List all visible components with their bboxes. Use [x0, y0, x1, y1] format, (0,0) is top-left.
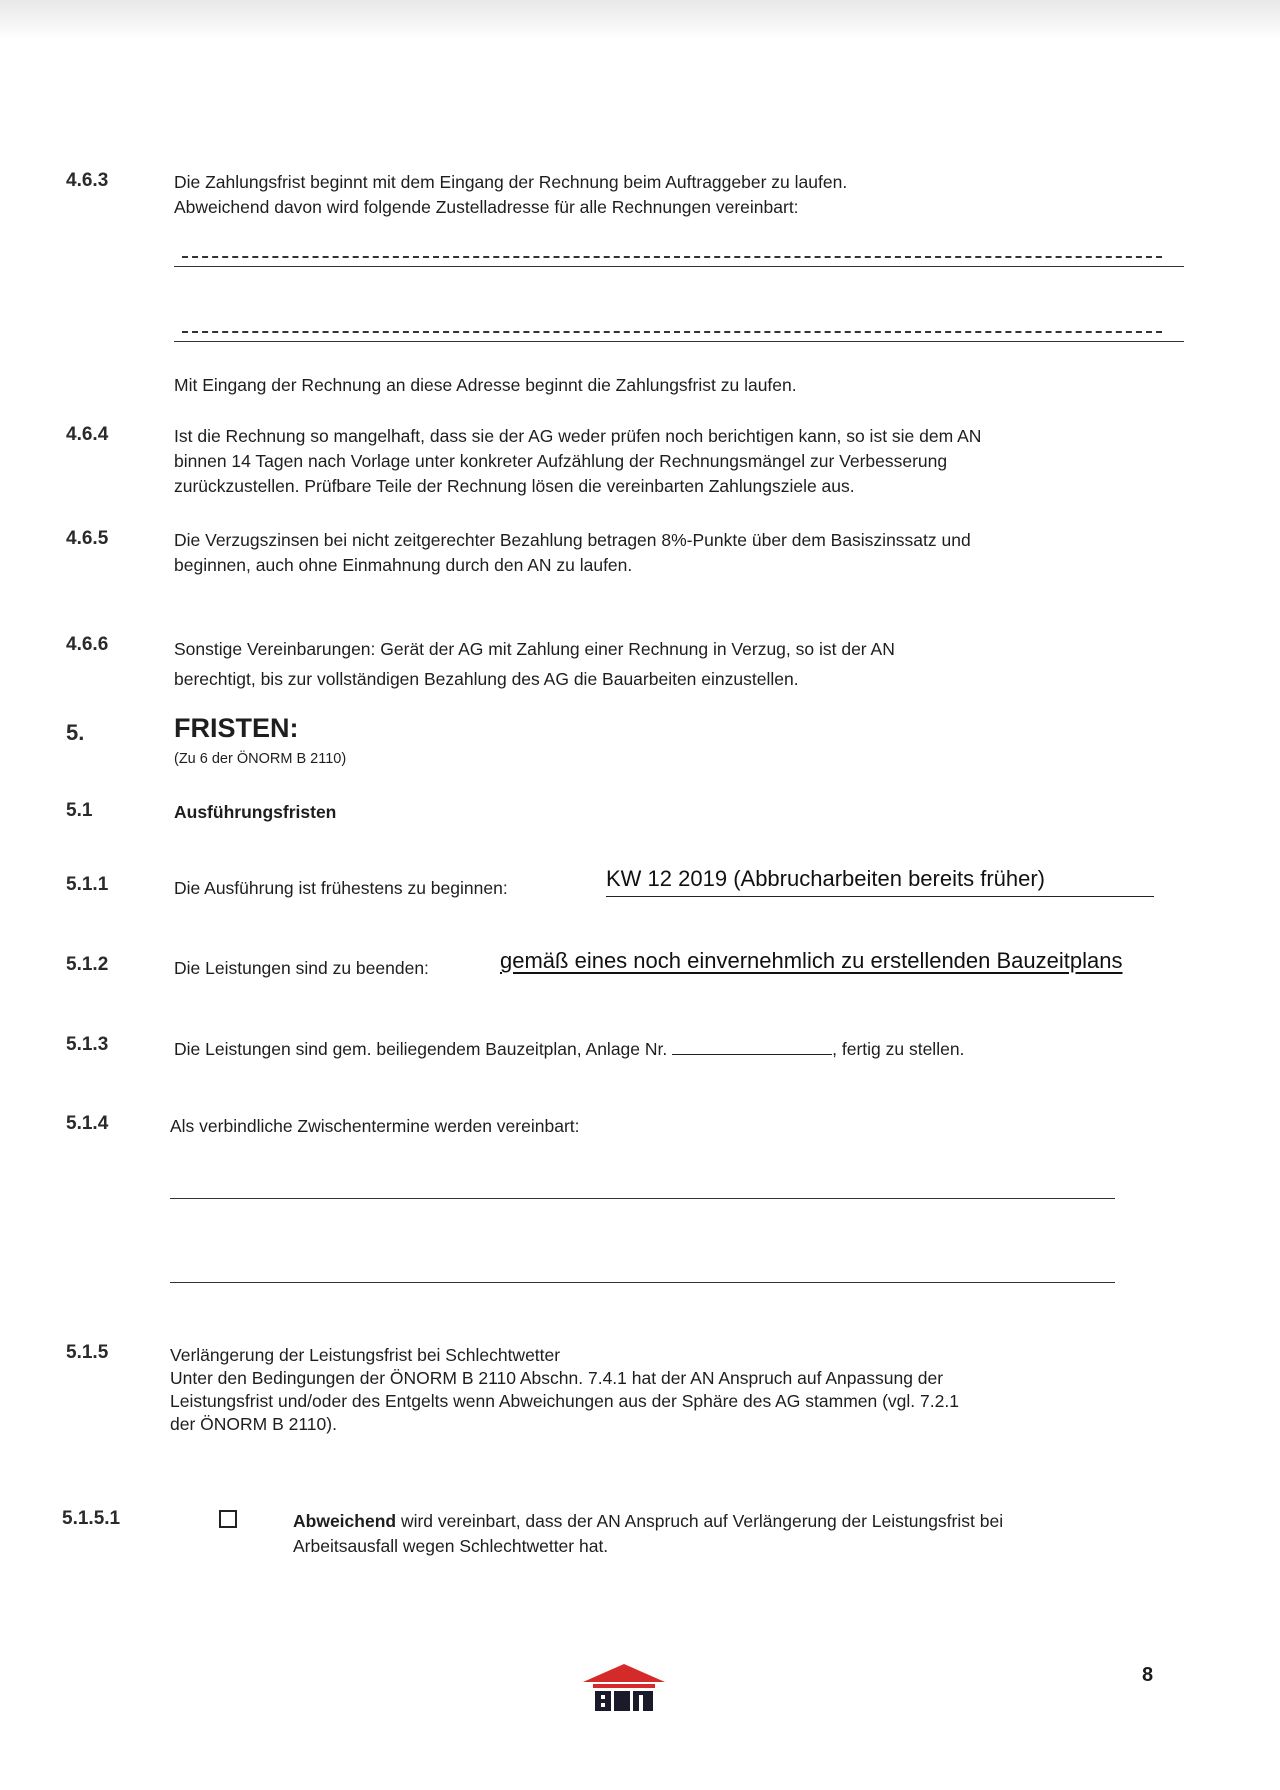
section-number-5-1-5: 5.1.5: [66, 1342, 109, 1363]
end-label: Die Leistungen sind zu beenden:: [174, 958, 429, 978]
end-date-field[interactable]: gemäß eines noch einvernehmlich zu erstellenden Bauzeitplans: [500, 948, 1123, 973]
section-text-4-6-6: Sonstige Vereinbarungen: Gerät der AG mit Zahlung einer Rechnung in Verzug, so ist der AN berechtigt, bis zur vollständigen Bezahlung des AG die Bauarbeiten einzustellen.: [174, 639, 895, 689]
section-number-5-1-2: 5.1.2: [66, 954, 109, 975]
interim-date-line-1[interactable]: [170, 1198, 1115, 1199]
interim-date-line-2[interactable]: [170, 1282, 1115, 1283]
section-number-4-6-4: 4.6.4: [66, 424, 109, 445]
scan-shadow: [0, 0, 1280, 40]
section-number-5-1-4: 5.1.4: [66, 1113, 109, 1134]
section-number-5: 5.: [66, 720, 85, 745]
attachment-number-field[interactable]: [672, 1036, 832, 1055]
section-text-4-6-4: Ist die Rechnung so mangelhaft, dass sie der AG weder prüfen noch berichtigen kann, so ist sie dem AN binnen 14 Tagen nach Vorlage unter konkreter Aufzählung der Rechnungsmängel zur Verbesserung zurückzustellen. Prüfbare Teile der Rechnung lösen die vereinbarten Zahlungsziele aus.: [174, 426, 982, 496]
address-field-line-1[interactable]: [174, 256, 1184, 270]
schlechtwetter-checkbox[interactable]: [219, 1510, 237, 1528]
bm-house-logo-icon: [581, 1662, 667, 1712]
section-text-5-1-1: [174, 876, 508, 901]
section-text-4-6-3-after: Mit Eingang der Rechnung an diese Adresse beginnt die Zahlungsfrist zu laufen.: [174, 375, 797, 395]
section-number-5-1-5-1: 5.1.5.1: [62, 1508, 121, 1529]
section-number-4-6-6: 4.6.6: [66, 634, 109, 655]
section-title-ausfuehrungsfristen: Ausführungsfristen: [174, 802, 337, 822]
start-date-field[interactable]: KW 12 2019 (Abbrucharbeiten bereits früher): [606, 866, 1154, 897]
section-title-fristen: FRISTEN:: [174, 713, 299, 743]
section-text-4-6-3: Die Zahlungsfrist beginnt mit dem Eingang der Rechnung beim Auftraggeber zu laufen. Abweichend davon wird folgende Zustelladresse für alle Rechnungen vereinbart:: [174, 172, 848, 217]
section-text-5-1-5-1: Abweichend wird vereinbart, dass der AN Anspruch auf Verlängerung der Leistungsfrist bei Arbeitsausfall wegen Schlechtwetter hat.: [293, 1511, 1004, 1556]
section-number-4-6-5: 4.6.5: [66, 528, 109, 549]
section-number-5-1-1: 5.1.1: [66, 874, 109, 895]
section-number-5-1: 5.1: [66, 800, 93, 821]
section-text-5-1-2: [174, 956, 429, 981]
section-text-5-1-5: Verlängerung der Leistungsfrist bei Schlechtwetter Unter den Bedingungen der ÖNORM B 2110 Abschn. 7.4.1 hat der AN Anspruch auf Anpassung der Leistungsfrist und/oder des Entgelts wenn Abweichungen aus der Sphäre des AG stammen (vgl. 7.2.1 der ÖNORM B 2110).: [170, 1345, 959, 1434]
section-number-4-6-3: 4.6.3: [66, 170, 109, 191]
section-subtitle-fristen: (Zu 6 der ÖNORM B 2110): [174, 751, 347, 767]
section-text-4-6-5: Die Verzugszinsen bei nicht zeitgerechter Bezahlung betragen 8%-Punkte über dem Basiszinssatz und beginnen, auch ohne Einmahnung durch den AN zu laufen.: [174, 530, 971, 575]
section-text-5-1-3: Die Leistungen sind gem. beiliegendem Bauzeitplan, Anlage Nr. , fertig zu stellen.: [174, 1036, 964, 1062]
section-text-5-1-4: Als verbindliche Zwischentermine werden vereinbart:: [170, 1116, 580, 1136]
start-label: Die Ausführung ist frühestens zu beginnen:: [174, 878, 508, 898]
section-number-5-1-3: 5.1.3: [66, 1034, 109, 1055]
address-field-line-2[interactable]: [174, 331, 1184, 345]
page-number: 8: [1142, 1664, 1154, 1686]
